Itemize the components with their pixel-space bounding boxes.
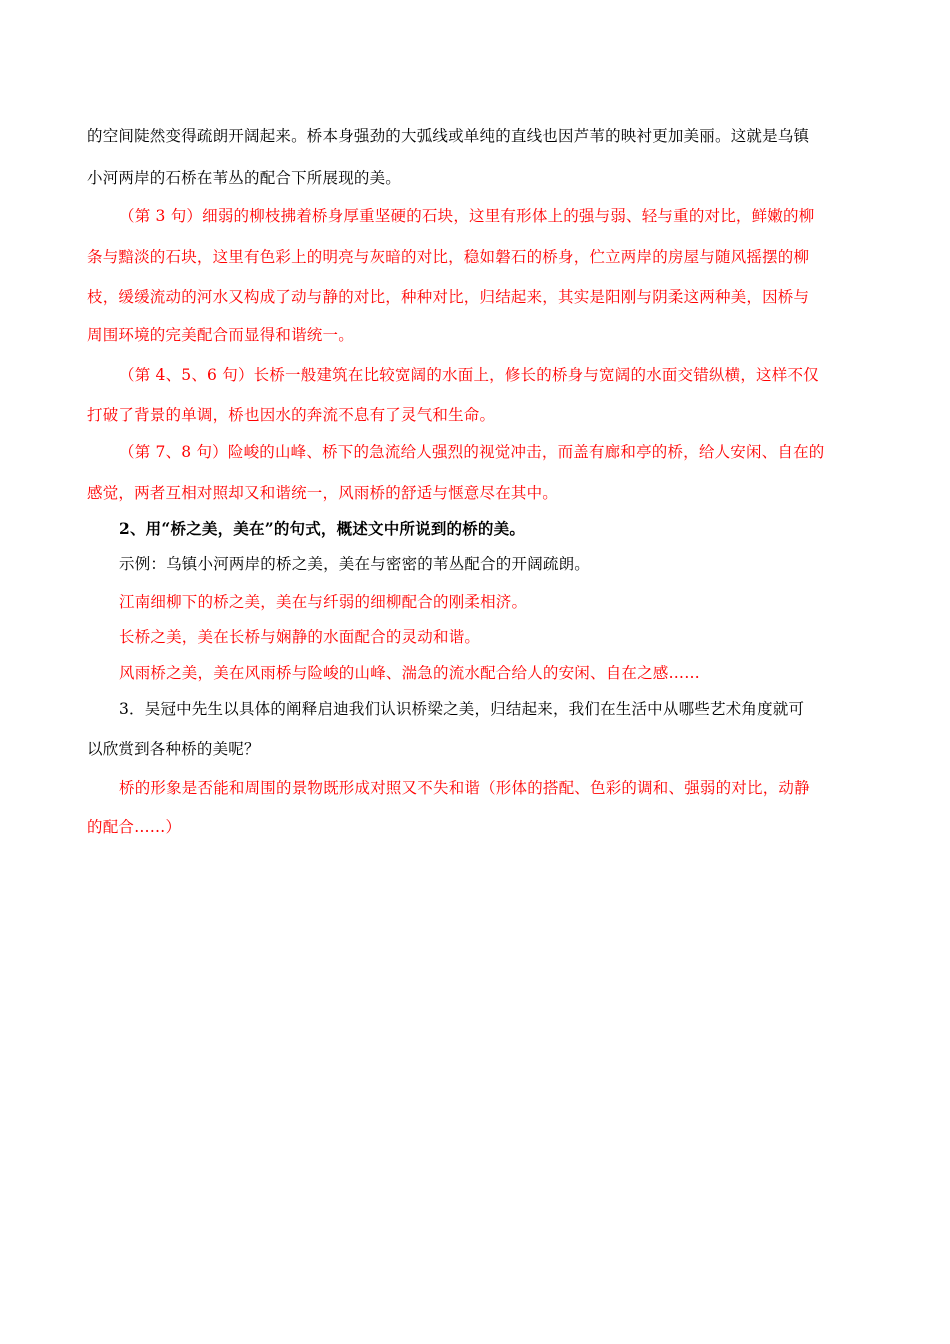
answer-line: 打破了背景的单调，桥也因水的奔流不息有了灵气和生命。 [87, 406, 496, 424]
answer-line: 周围环境的完美配合而显得和谐统一。 [87, 326, 354, 344]
question-2-answer: 风雨桥之美，美在风雨桥与险峻的山峰、湍急的流水配合给人的安闲、自在之感…… [119, 664, 700, 682]
question-2-title: 2、用“桥之美，美在”的句式，概述文中所说到的桥的美。 [119, 519, 526, 538]
question-3-answer: 桥的形象是否能和周围的景物既形成对照又不失和谐（形体的搭配、色彩的调和、强弱的对比，动静 [119, 779, 810, 797]
question-3-line: 3．吴冠中先生以具体的阐释启迪我们认识桥梁之美，归结起来，我们在生活中从哪些艺术角度就可 [119, 700, 805, 718]
question-3-line: 以欣赏到各种桥的美呢？ [87, 740, 260, 758]
question-2-answer: 长桥之美，美在长桥与娴静的水面配合的灵动和谐。 [119, 628, 481, 646]
question-2-example: 示例：乌镇小河两岸的桥之美，美在与密密的苇丛配合的开阔疏朗。 [119, 555, 591, 573]
question-3-answer: 的配合……） [87, 818, 182, 836]
answer-line: （第 7、8 句）险峻的山峰、桥下的急流给人强烈的视觉冲击，而盖有廊和亭的桥，给人安闲、自在的 [119, 443, 825, 461]
paragraph-line: 小河两岸的石桥在苇丛的配合下所展现的美。 [87, 169, 402, 187]
question-2-answer: 江南细柳下的桥之美，美在与纤弱的细柳配合的刚柔相济。 [119, 593, 528, 611]
answer-line: （第 4、5、6 句）长桥一般建筑在比较宽阔的水面上，修长的桥身与宽阔的水面交错纵横，这样不仅 [119, 366, 819, 384]
answer-line: 枝，缓缓流动的河水又构成了动与静的对比，种种对比，归结起来，其实是阳刚与阴柔这两种美，因桥与 [87, 288, 810, 306]
paragraph-line: 的空间陡然变得疏朗开阔起来。桥本身强劲的大弧线或单纯的直线也因芦苇的映衬更加美丽。这就是乌镇 [87, 127, 810, 145]
answer-line: 条与黯淡的石块，这里有色彩上的明亮与灰暗的对比，稳如磐石的桥身，伫立两岸的房屋与随风摇摆的柳 [87, 248, 810, 266]
answer-line: （第 3 句）细弱的柳枝拂着桥身厚重坚硬的石块，这里有形体上的强与弱、轻与重的对比，鲜嫩的柳 [119, 207, 815, 225]
answer-line: 感觉，两者互相对照却又和谐统一，风雨桥的舒适与惬意尽在其中。 [87, 484, 559, 502]
